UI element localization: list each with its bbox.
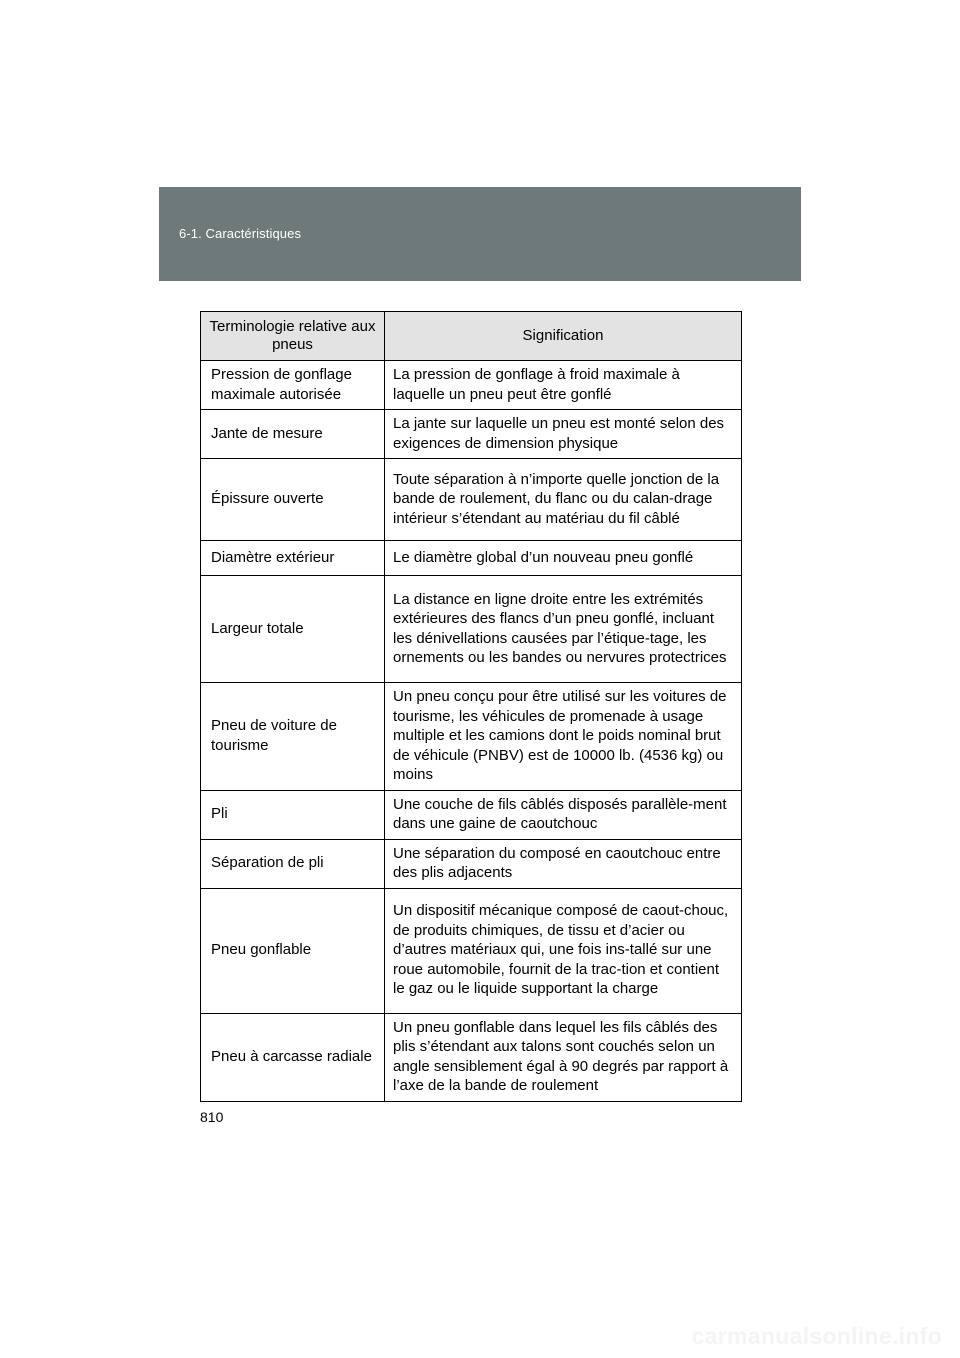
term-cell: Pneu de voiture de tourisme [201,683,385,791]
definition-cell: Un dispositif mécanique composé de caout-chouc, de produits chimiques, de tissu et d’acier ou d’autres matériaux qui, une fois ins-tallé sur une roue automobile, fournit de la trac-tion et contient le gaz ou le liquide supportant la charge [385,888,742,1013]
table-row [201,888,742,1013]
table-row [201,361,742,410]
column-header-meaning: Signification [385,312,742,361]
definition-cell: Un pneu conçu pour être utilisé sur les voitures de tourisme, les véhicules de promenade à usage multiple et les camions dont le poids nominal brut de véhicule (PNBV) est de 10000 lb. (4536 kg) ou moins [385,683,742,791]
definition-cell: Une couche de fils câblés disposés parallèle-ment dans une gaine de caoutchouc [385,790,742,839]
table-row [201,410,742,459]
watermark: carmanualsonline.info [691,1323,942,1349]
term-cell: Largeur totale [201,576,385,683]
term-cell: Pneu à carcasse radiale [201,1013,385,1101]
table-row [201,839,742,888]
term-cell: Épissure ouverte [201,459,385,541]
page-number: 810 [200,1109,224,1125]
definition-cell: La pression de gonflage à froid maximale à laquelle un pneu peut être gonflé [385,361,742,410]
table-row [201,683,742,791]
definition-cell: Le diamètre global d’un nouveau pneu gonflé [385,541,742,576]
column-header-term: Terminologie relative aux pneus [201,312,385,361]
definition-cell: Une séparation du composé en caoutchouc entre des plis adjacents [385,839,742,888]
definition-cell: Toute séparation à n’importe quelle jonction de la bande de roulement, du flanc ou du calan-drage intérieur s’étendant au matériau du fil câblé [385,459,742,541]
definition-cell: La distance en ligne droite entre les extrémités extérieures des flancs d’un pneu gonflé, incluant les dénivellations causées par l’étique-tage, les ornements ou les bandes ou nervures protectrices [385,576,742,683]
table-header-row [201,312,742,361]
table-row [201,576,742,683]
definition-cell: Un pneu gonflable dans lequel les fils câblés des plis s’étendant aux talons sont couchés selon un angle sensiblement égal à 90 degrés par rapport à l’axe de la bande de roulement [385,1013,742,1101]
table-row [201,790,742,839]
definition-cell: La jante sur laquelle un pneu est monté selon des exigences de dimension physique [385,410,742,459]
table-row [201,1013,742,1101]
term-cell: Diamètre extérieur [201,541,385,576]
table-row [201,541,742,576]
term-cell: Jante de mesure [201,410,385,459]
term-cell: Pression de gonflage maximale autorisée [201,361,385,410]
term-cell: Pneu gonflable [201,888,385,1013]
section-label: 6-1. Caractéristiques [179,226,302,241]
tire-terminology-table [200,311,742,1102]
table-row [201,459,742,541]
section-header-band [159,187,801,281]
term-cell: Pli [201,790,385,839]
term-cell: Séparation de pli [201,839,385,888]
